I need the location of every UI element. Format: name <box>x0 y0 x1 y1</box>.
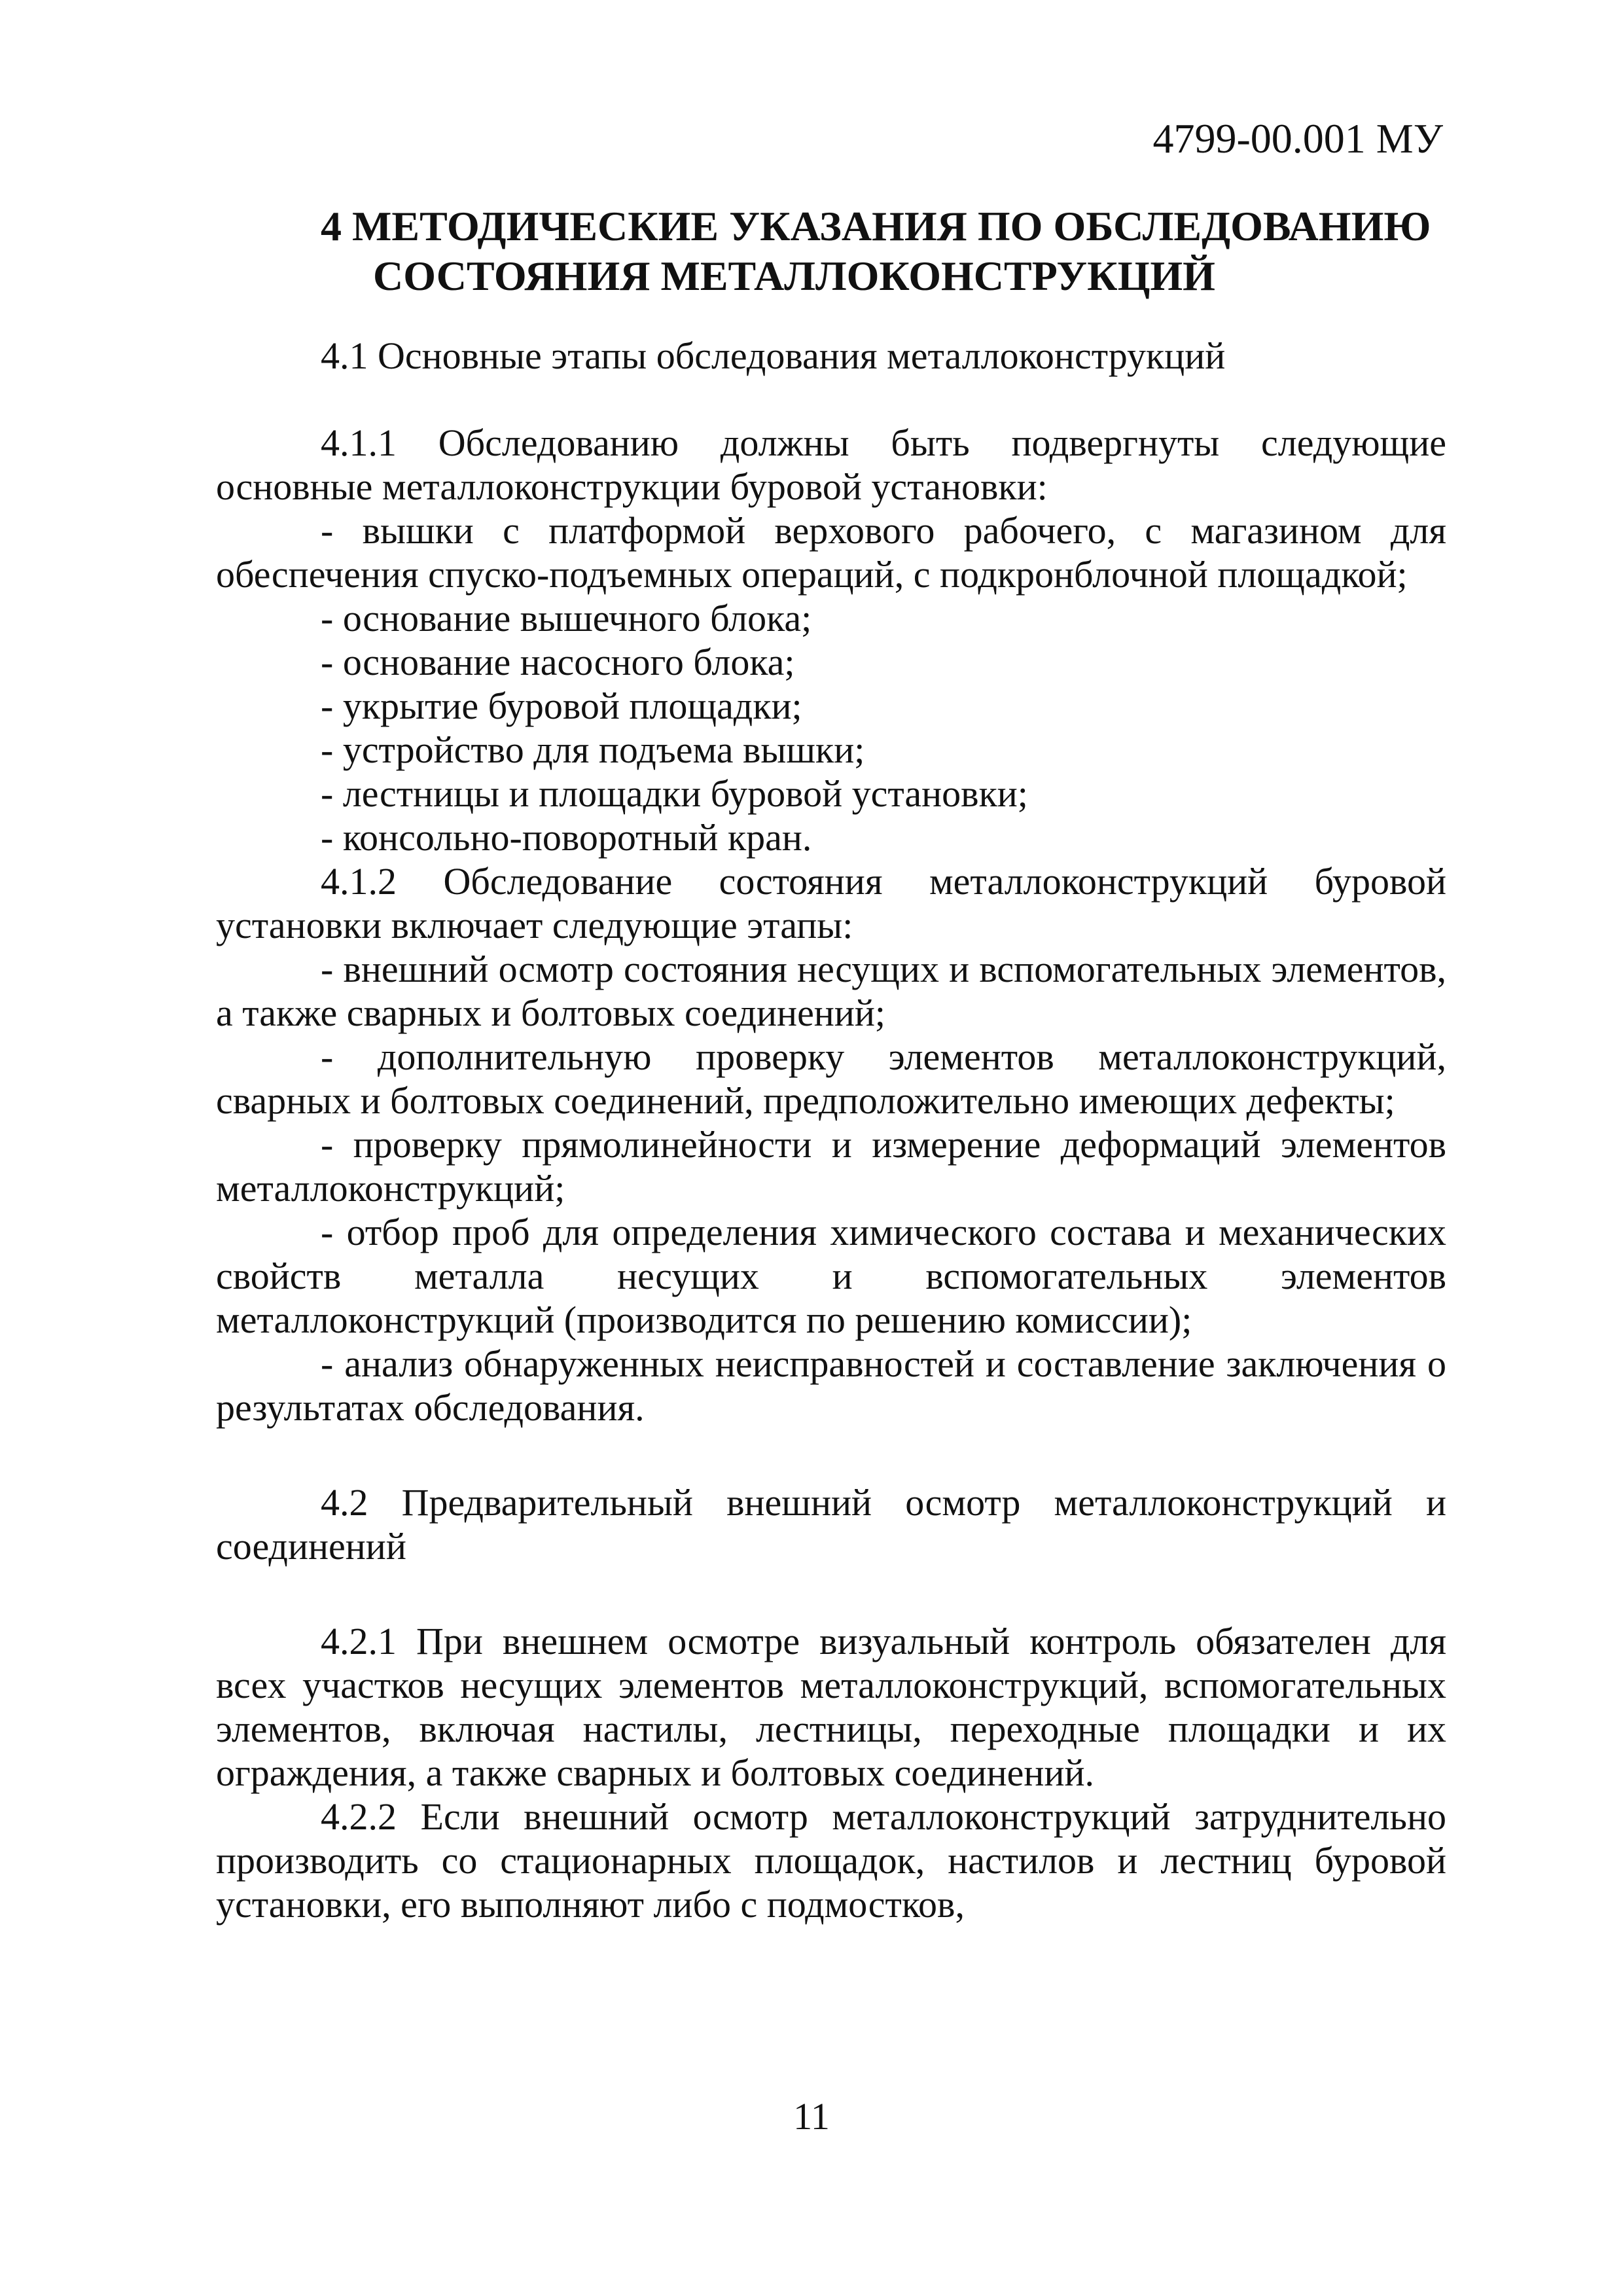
section-heading-4-1: 4.1 Основные этапы обследования металлоконструкций <box>321 334 1226 377</box>
chapter-title-line2: СОСТОЯНИЯ МЕТАЛЛОКОНСТРУКЦИЙ <box>373 253 1215 299</box>
paragraph-4-1-1: 4.1.1 Обследованию должны быть подвергнуты следующие основные металлоконструкции буровой установки: <box>216 422 1446 508</box>
document-body <box>216 334 1446 1926</box>
list-item: - консольно-поворотный кран. <box>321 816 812 859</box>
document-code: 4799-00.001 МУ <box>1152 115 1443 162</box>
list-item: - лестницы и площадки буровой установки; <box>321 772 1028 815</box>
list-item: - дополнительную проверку элементов металлоконструкций, сварных и болтовых соединений, предположительно имеющих дефекты; <box>216 1035 1446 1122</box>
list-item: - проверку прямолинейности и измерение деформаций элементов металлоконструкций; <box>216 1123 1446 1210</box>
chapter-title <box>321 202 1499 301</box>
page-number: 11 <box>793 2095 830 2138</box>
list-item: - внешний осмотр состояния несущих и вспомогательных элементов, а также сварных и болтовых соединений; <box>216 948 1446 1034</box>
list-item: - устройство для подъема вышки; <box>321 728 865 771</box>
list-item: - вышки с платформой верхового рабочего, с магазином для обеспечения спуско-подъемных операций, с подкронблочной площадкой; <box>216 509 1446 596</box>
section-heading-4-2: 4.2 Предварительный внешний осмотр металлоконструкций и соединений <box>216 1481 1446 1568</box>
paragraph-4-2-2: 4.2.2 Если внешний осмотр металлоконструкций затруднительно производить со стационарных площадок, настилов и лестниц буровой установки, его выполняют либо с подмостков, <box>216 1795 1446 1926</box>
paragraph-4-1-2: 4.1.2 Обследование состояния металлоконструкций буровой установки включает следующие этапы: <box>216 860 1446 946</box>
list-item: - укрытие буровой площадки; <box>321 685 802 727</box>
list-item: - анализ обнаруженных неисправностей и составление заключения о результатах обследования. <box>216 1342 1446 1429</box>
paragraph-4-2-1: 4.2.1 При внешнем осмотре визуальный контроль обязателен для всех участков несущих элементов металлоконструкций, вспомогательных элементов, включая настилы, лестницы, переходные площадки и их ограждения, а также сварных и болтовых соединений. <box>216 1620 1446 1794</box>
list-item: - отбор проб для определения химического состава и механических свойств металла несущих и вспомогательных элементов металлоконструкций (производится по решению комиссии); <box>216 1211 1446 1341</box>
list-item: - основание вышечного блока; <box>321 597 812 639</box>
chapter-title-line1: 4 МЕТОДИЧЕСКИЕ УКАЗАНИЯ ПО ОБСЛЕДОВАНИЮ <box>321 203 1431 249</box>
list-item: - основание насосного блока; <box>321 641 795 683</box>
